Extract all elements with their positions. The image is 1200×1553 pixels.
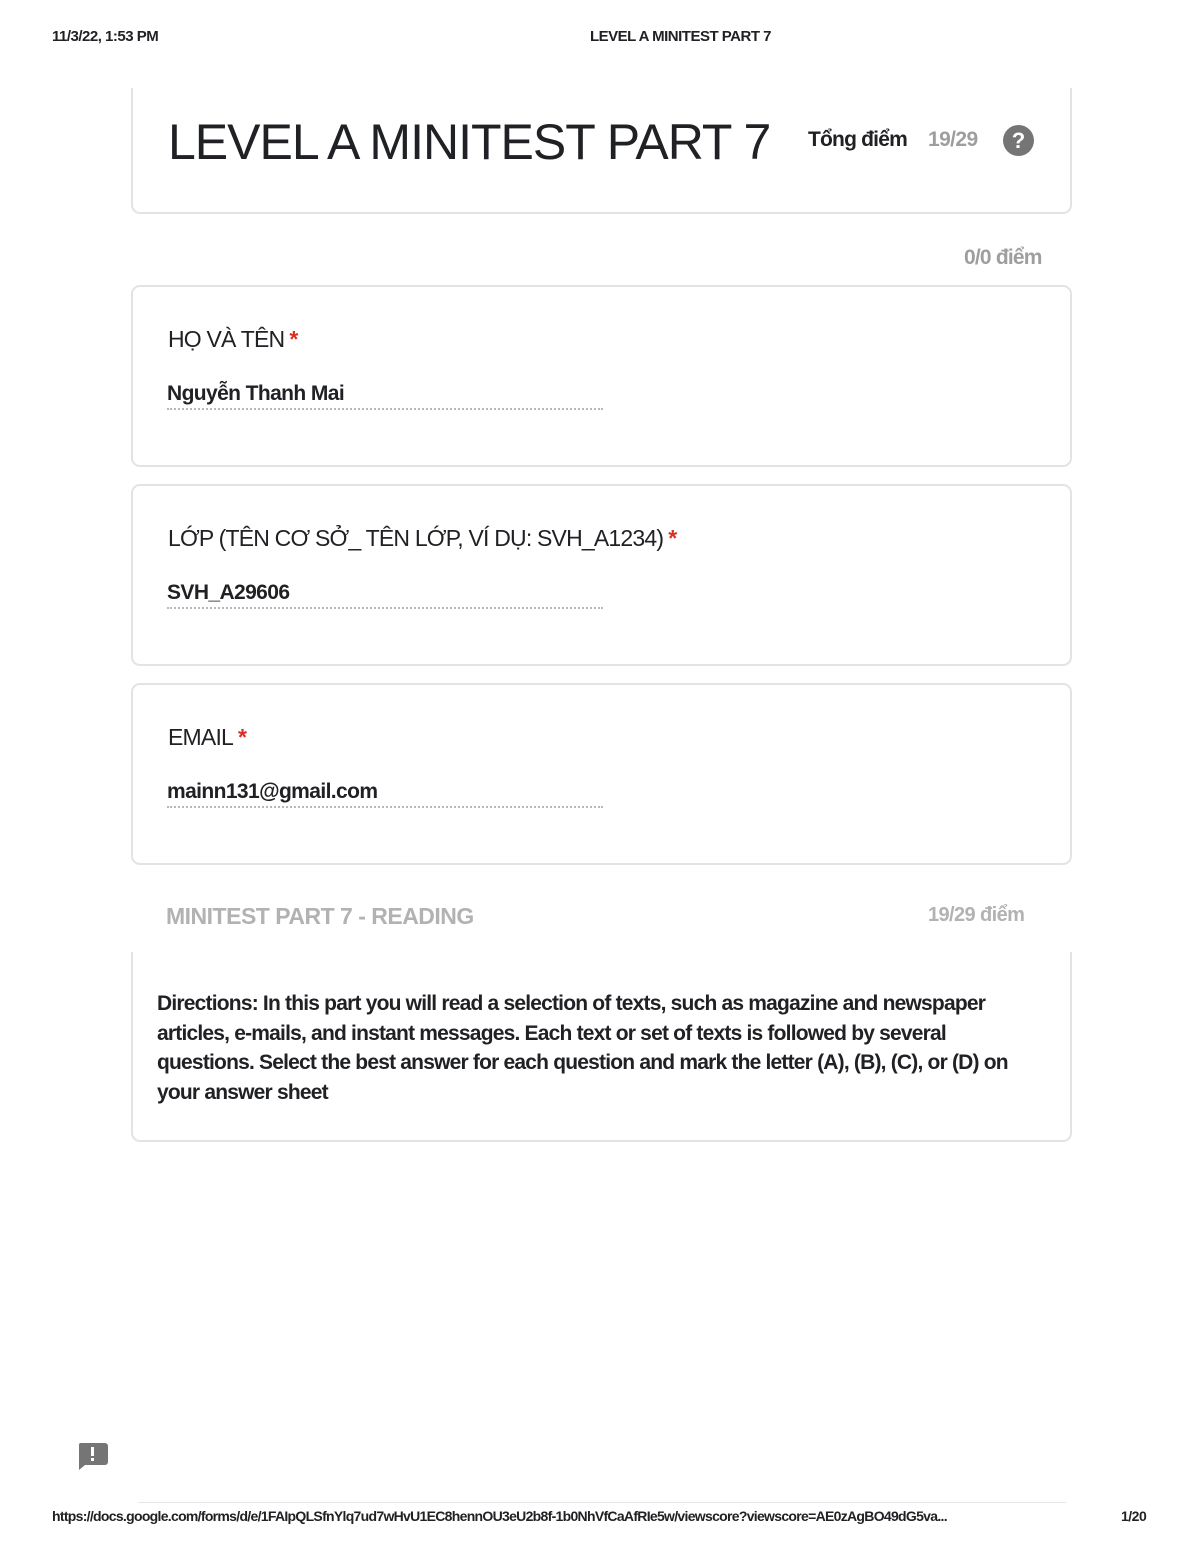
total-score-label: Tổng điểm [808, 128, 907, 151]
help-circle-icon[interactable]: ? [1003, 125, 1034, 156]
print-header-title: LEVEL A MINITEST PART 7 [590, 28, 772, 45]
section-title: MINITEST PART 7 - READING [166, 903, 474, 929]
section-points: 19/29 điểm [928, 904, 1025, 926]
answer-class: SVH_A29606 [167, 581, 603, 609]
question-label-class: LỚP (TÊN CƠ SỞ_ TÊN LỚP, VÍ DỤ: SVH_A1234) * [168, 525, 677, 551]
directions-text: Directions: In this part you will read a selection of texts, such as magazine and newspaper articles, e-mails, and instant messages. Each text or set of texts is followed by several questions. Select the best answer for each question and mark the letter (A), (B), (C), or (D) on your answer sheet [157, 992, 1008, 1104]
print-header-datetime: 11/3/22, 1:53 PM [52, 28, 159, 45]
answer-name: Nguyễn Thanh Mai [167, 382, 603, 410]
question-card-name [131, 285, 1072, 467]
required-mark: * [238, 724, 247, 750]
total-score-value: 19/29 [928, 128, 978, 151]
question-card-class [131, 484, 1072, 666]
print-footer-page: 1/20 [1121, 1508, 1147, 1524]
feedback-icon[interactable] [77, 1443, 108, 1470]
question-label-name: HỌ VÀ TÊN * [168, 326, 298, 352]
required-mark: * [668, 525, 677, 551]
answer-email: mainn131@gmail.com [167, 780, 603, 808]
footer-divider [138, 1502, 1066, 1503]
form-title: LEVEL A MINITEST PART 7 [168, 114, 771, 170]
question-card-email [131, 683, 1072, 865]
question-label-email: EMAIL * [168, 724, 247, 750]
required-mark: * [289, 326, 298, 352]
print-footer-url: https://docs.google.com/forms/d/e/1FAIpQLSfnYlq7ud7wHvU1EC8hennOU3eU2b8f-1b0NhVfCaAfRIe5w/viewscore?viewscore=AE0zAgBO49dG5va... [52, 1508, 947, 1524]
info-section-points: 0/0 điểm [964, 246, 1042, 269]
